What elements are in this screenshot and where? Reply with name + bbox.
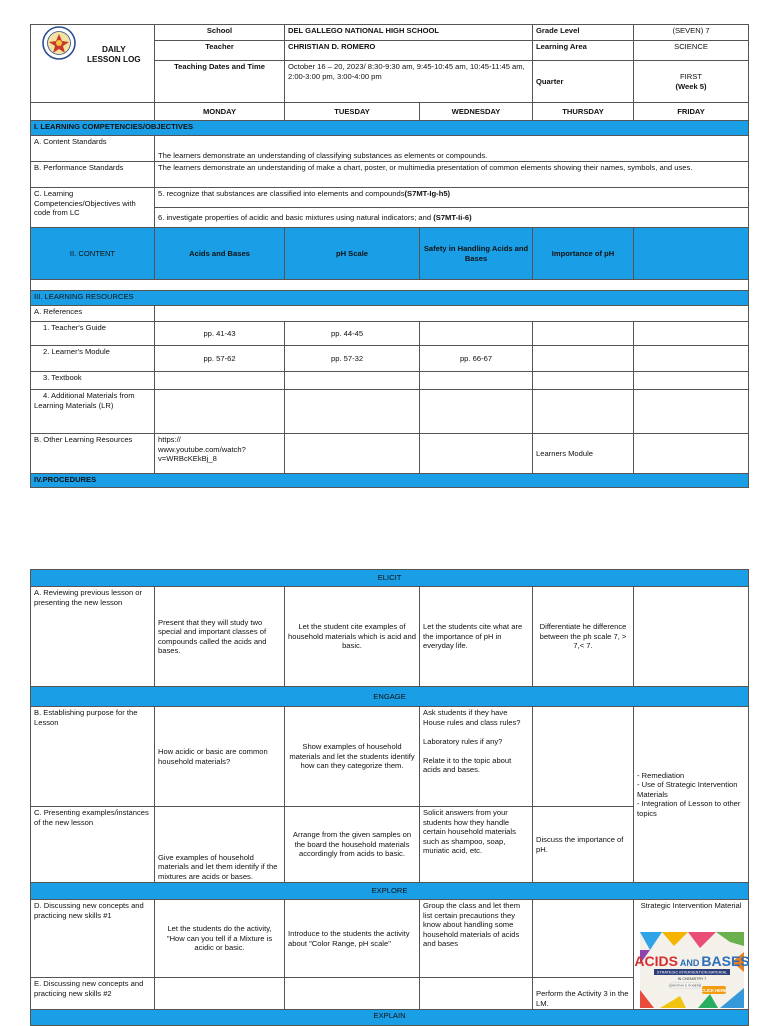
step-a-tue: Let the student cite examples of household materials which is acid and basic. <box>285 587 420 687</box>
step-a-wed: Let the students cite what are the importance of pH in everyday life. <box>420 587 533 687</box>
additional-mon <box>155 390 285 434</box>
sim-cover-image <box>634 932 750 1008</box>
step-d-label: D. Discussing new concepts and practicing new skills #1 <box>31 900 155 978</box>
deped-seal-icon <box>42 26 76 60</box>
sim-cover-subtitle: STRATEGIC INTERVENTION MATERIAL <box>656 970 728 975</box>
sim-title-and: AND <box>679 958 700 968</box>
content-monday: Acids and Bases <box>155 228 285 280</box>
step-d-thu <box>533 900 634 978</box>
additional-fri <box>634 390 749 434</box>
step-b-label: B. Establishing purpose for the Lesson <box>31 707 155 807</box>
day-friday: FRIDAY <box>634 103 749 121</box>
learners-module-thu <box>533 346 634 372</box>
grade-value: (SEVEN) 7 <box>634 25 749 41</box>
day-monday: MONDAY <box>155 103 285 121</box>
additional-wed <box>420 390 533 434</box>
textbook-wed <box>420 372 533 390</box>
step-a-label: A. Reviewing previous lesson or presenting the new lesson <box>31 587 155 687</box>
learners-module-tue: pp. 57-32 <box>285 346 420 372</box>
content-spacer <box>31 280 749 291</box>
step-c-wed: Solicit answers from your students how they handle certain household materials such as shampoo, soap, muriatic acid, etc. <box>420 807 533 883</box>
textbook-mon <box>155 372 285 390</box>
day-thursday: THURSDAY <box>533 103 634 121</box>
quarter-value: FIRST <box>680 72 702 81</box>
lesson-log-table <box>30 24 749 488</box>
performance-standards-text: The learners demonstrate an understanding of make a chart, poster, or multimedia presentation of common elements showing their names, symbols, and uses. <box>155 162 749 188</box>
content-label-text: II. CONTENT <box>69 248 116 258</box>
step-c-label: C. Presenting examples/instances of the new lesson <box>31 807 155 883</box>
teacher-label: Teacher <box>155 41 285 61</box>
additional-tue <box>285 390 420 434</box>
step-a-thu: Differentiate he difference between the ph scale 7, > 7,< 7. <box>533 587 634 687</box>
elicit-heading: ELICIT <box>31 570 749 587</box>
other-tue <box>285 434 420 474</box>
step-bc-fri: - Remediation - Use of Strategic Intervention Materials - Integration of Lesson to other topics <box>634 707 749 883</box>
learners-module-mon: pp. 57-62 <box>155 346 285 372</box>
explain-heading: EXPLAIN <box>31 1010 749 1026</box>
sim-cover-author: CHRISTIAN D. ROMERO <box>668 983 702 988</box>
additional-materials-text: 4. Additional Materials from Learning Materials (LR) <box>34 391 135 410</box>
competency-1 <box>155 188 749 208</box>
content-standards-label: A. Content Standards <box>31 136 155 162</box>
other-resources-thu: Learners Module <box>533 434 634 474</box>
area-value: SCIENCE <box>634 41 749 61</box>
step-a-fri <box>634 587 749 687</box>
teachers-guide-thu <box>533 322 634 346</box>
content-tuesday: pH Scale <box>285 228 420 280</box>
learners-module-fri <box>634 346 749 372</box>
textbook-tue <box>285 372 420 390</box>
sim-cover-subject: IN CHEMISTRY 7 <box>677 977 707 981</box>
references-blank <box>155 306 749 322</box>
school-label: School <box>155 25 285 41</box>
textbook-fri <box>634 372 749 390</box>
textbook-label: 3. Textbook <box>31 372 155 390</box>
step-c-tue: Arrange from the given samples on the board the household materials accordingly from acids to basic. <box>285 807 420 883</box>
week-value: (Week 5) <box>675 81 707 91</box>
sim-title-acids: ACIDS <box>634 953 678 969</box>
quarter-cell <box>634 61 749 103</box>
sim-cover-art <box>634 932 750 1008</box>
step-d-tue: Introduce to the students the activity about "Color Range, pH scale" <box>285 900 420 978</box>
competency-1-code: (S7MT-Ig-h5) <box>404 189 451 198</box>
other-wed <box>420 434 533 474</box>
teachers-guide-tue: pp. 44-45 <box>285 322 420 346</box>
sim-title-bases: BASES <box>701 953 750 969</box>
learners-module-wed: pp. 66-67 <box>420 346 533 372</box>
sim-label: Strategic Intervention Material <box>640 901 742 910</box>
teachers-guide-mon: pp. 41-43 <box>155 322 285 346</box>
step-e-wed <box>420 978 533 1010</box>
competency-2-text: 6. investigate properties of acidic and basic mixtures using natural indicators; and <box>158 212 434 222</box>
textbook-thu <box>533 372 634 390</box>
dates-label: Teaching Dates and Time <box>155 61 285 103</box>
area-label: Learning Area <box>533 41 634 61</box>
teacher-value: CHRISTIAN D. ROMERO <box>285 41 533 61</box>
day-tuesday: TUESDAY <box>285 103 420 121</box>
grade-label: Grade Level <box>533 25 634 41</box>
day-header-blank <box>31 103 155 121</box>
day-wednesday: WEDNESDAY <box>420 103 533 121</box>
sim-cover-button: CLICK HERE <box>701 988 727 993</box>
competency-1-text: 5. recognize that substances are classified into elements and compounds <box>158 189 405 198</box>
step-e-label: E. Discussing new concepts and practicing new skills #2 <box>31 978 155 1010</box>
procedures-heading: IV.PROCEDURES <box>31 474 749 488</box>
competency-2 <box>155 208 749 228</box>
other-fri <box>634 434 749 474</box>
teachers-guide-fri <box>634 322 749 346</box>
step-b-mon: How acidic or basic are common household materials? <box>155 707 285 807</box>
dates-value: October 16 – 20, 2023/ 8:30-9:30 am, 9:45-10:45 am, 10:45-11:45 am, 2:00-3:00 pm, 3:00-4:00 pm <box>285 61 533 103</box>
competencies-label: C. Learning Competencies/Objectives with code from LC <box>31 188 155 228</box>
content-thursday: Importance of pH <box>533 228 634 280</box>
resources-heading: III. LEARNING RESOURCES <box>31 291 749 306</box>
step-d-wed: Group the class and let them list certain precautions they know about handling some household materials of acids and bases <box>420 900 533 978</box>
learners-module-label: 2. Learner's Module <box>31 346 155 372</box>
step-d-mon: Let the students do the activity, "How can you tell if a Mixture is acidic or basic. <box>155 900 285 978</box>
other-resources-link[interactable]: https:// www.youtube.com/watch? v=WRBcKEkBj_8 <box>155 434 285 474</box>
step-a-mon: Present that they will study two special and important classes of compounds called the acids and bases. <box>155 587 285 687</box>
step-b-tue: Show examples of household materials and let the students identify how can they categorize them. <box>285 707 420 807</box>
content-wednesday: Safety in Handling Acids and Bases <box>420 228 533 280</box>
quarter-label: Quarter <box>533 61 634 103</box>
step-b-thu <box>533 707 634 807</box>
content-standards-text: The learners demonstrate an understanding of classifying substances as elements or compounds. <box>155 136 749 162</box>
school-value: DEL GALLEGO NATIONAL HIGH SCHOOL <box>285 25 533 41</box>
competency-2-code: (S7MT-Ii-6) <box>433 212 472 222</box>
performance-standards-label: B. Performance Standards <box>31 162 155 188</box>
step-e-tue <box>285 978 420 1010</box>
content-label <box>31 228 155 280</box>
teachers-guide-label: 1. Teacher's Guide <box>31 322 155 346</box>
references-label: A. References <box>31 306 155 322</box>
teachers-guide-wed <box>420 322 533 346</box>
step-b-wed: Ask students if they have House rules and class rules? Laboratory rules if any? Relate it to the topic about acids and bases. <box>420 707 533 807</box>
step-e-mon <box>155 978 285 1010</box>
objectives-heading: I. LEARNING COMPETENCIES/OBJECTIVES <box>31 121 749 136</box>
daily-lesson-log-title: DAILY LESSON LOG <box>87 45 141 64</box>
step-c-thu: Discuss the importance of pH. <box>533 807 634 883</box>
step-e-thu: Perform the Activity 3 in the LM. <box>533 978 634 1010</box>
engage-heading: ENGAGE <box>31 687 749 707</box>
explore-heading: EXPLORE <box>31 883 749 900</box>
additional-thu <box>533 390 634 434</box>
content-friday <box>634 228 749 280</box>
step-c-mon: Give examples of household materials and let them identify if the mixtures are acids or bases. <box>155 807 285 883</box>
other-resources-label: B. Other Learning Resources <box>31 434 155 474</box>
additional-materials-label <box>31 390 155 434</box>
